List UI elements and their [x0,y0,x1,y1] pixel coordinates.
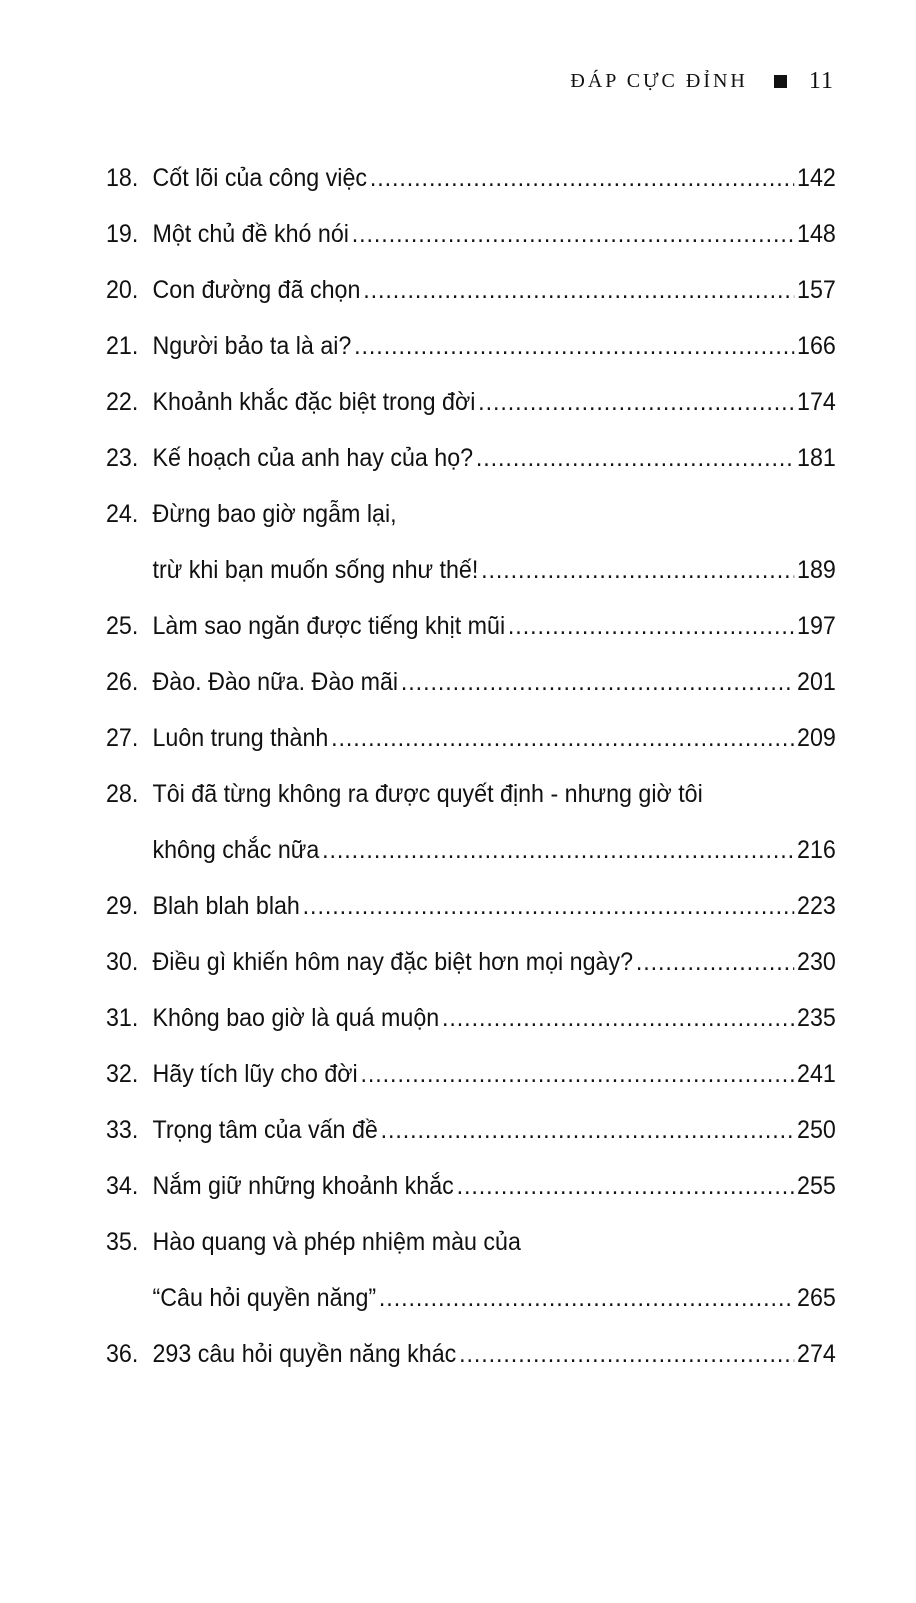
toc-entry-line [106,654,836,710]
dot-leader [508,598,794,654]
toc-entry-line [106,374,836,430]
toc-entry-line [106,1326,836,1382]
toc-entry-title: Làm sao ngăn được tiếng khịt mũi [152,612,506,640]
dot-leader [476,430,794,486]
toc-entry-page: 181 [797,444,836,472]
toc-entry-line [106,1158,836,1214]
toc-entry-title: Đừng bao giờ ngẫm lại, [152,500,397,528]
dot-leader [481,542,794,598]
toc-entry-line [106,1214,836,1270]
toc-entry-title: Không bao giờ là quá muộn [152,1004,440,1032]
dot-leader [303,878,795,934]
toc-entry [106,150,836,206]
toc-entry-number: 27. [106,724,139,752]
dot-leader [331,710,794,766]
toc-entry-line [106,598,836,654]
toc-entry [106,598,836,654]
toc-entry-number: 36. [106,1340,139,1368]
toc-entry-line [106,766,836,822]
toc-entry-page: 209 [797,724,836,752]
toc-entry [106,318,836,374]
toc-entry-title: Đào. Đào nữa. Đào mãi [152,668,399,696]
toc-entry-page: 255 [797,1172,836,1200]
toc-entry-title-continued: không chắc nữa [152,836,320,864]
toc-entry [106,710,836,766]
toc-entry-page: 142 [797,164,836,192]
toc-entry-line [106,1046,836,1102]
toc-entry [106,1158,836,1214]
toc-entry-number: 23. [106,444,139,472]
square-bullet-icon [774,75,787,88]
dot-leader [459,1326,794,1382]
toc-entry-page: 241 [797,1060,836,1088]
toc-entry-page: 250 [797,1116,836,1144]
toc-entry-line [106,150,836,206]
toc-entry-page: 201 [797,668,836,696]
toc-entry-number: 35. [106,1228,139,1256]
toc-entry-number: 22. [106,388,139,416]
toc-entry [106,878,836,934]
toc-entry-line [106,822,836,878]
running-header [570,68,834,95]
dot-leader [442,990,794,1046]
dot-leader [636,934,794,990]
toc-entry-page: 216 [797,836,836,864]
toc-entry-line [106,318,836,374]
table-of-contents [106,150,836,1382]
toc-entry-title: Con đường đã chọn [152,276,361,304]
toc-entry [106,1046,836,1102]
toc-entry-title: Kế hoạch của anh hay của họ? [152,444,474,472]
toc-entry-page: 189 [797,556,836,584]
toc-entry-number: 26. [106,668,139,696]
toc-entry-line [106,990,836,1046]
toc-entry-number: 33. [106,1116,139,1144]
toc-entry [106,990,836,1046]
toc-entry-line [106,486,836,542]
toc-entry [106,654,836,710]
dot-leader [361,1046,795,1102]
toc-entry-number: 31. [106,1004,139,1032]
toc-entry-line [106,934,836,990]
running-header-title: ĐÁP CỰC ĐỈNH [570,70,748,92]
toc-entry-number: 34. [106,1172,139,1200]
toc-entry-number: 19. [106,220,139,248]
toc-entry-number: 28. [106,780,139,808]
toc-entry-page: 235 [797,1004,836,1032]
toc-entry-line [106,1102,836,1158]
dot-leader [379,1270,794,1326]
toc-entry-number: 30. [106,948,139,976]
toc-entry-page: 197 [797,612,836,640]
toc-entry [106,934,836,990]
toc-entry-title-continued: “Câu hỏi quyền năng” [152,1284,377,1312]
toc-entry-line [106,710,836,766]
dot-leader [370,150,794,206]
dot-leader [352,206,794,262]
toc-entry-title: Luôn trung thành [152,724,329,752]
dot-leader [478,374,794,430]
toc-entry [106,766,836,878]
toc-entry-page: 174 [797,388,836,416]
toc-entry-number: 20. [106,276,139,304]
dot-leader [354,318,794,374]
dot-leader [322,822,794,878]
toc-entry-line [106,542,836,598]
toc-entry-title: Cốt lõi của công việc [152,164,368,192]
toc-entry-title: Người bảo ta là ai? [152,332,352,360]
toc-entry [106,262,836,318]
toc-entry [106,486,836,598]
toc-entry-title: Nắm giữ những khoảnh khắc [152,1172,454,1200]
toc-entry [106,1214,836,1326]
toc-entry-page: 166 [797,332,836,360]
toc-entry [106,374,836,430]
toc-entry-title: Khoảnh khắc đặc biệt trong đời [152,388,476,416]
page-number: 11 [808,68,834,94]
toc-entry-title: 293 câu hỏi quyền năng khác [152,1340,457,1368]
toc-entry-number: 32. [106,1060,139,1088]
toc-entry-number: 25. [106,612,139,640]
toc-entry-page: 148 [797,220,836,248]
toc-entry-title: Hào quang và phép nhiệm màu của [152,1228,521,1256]
dot-leader [401,654,794,710]
toc-entry [106,206,836,262]
toc-entry-title: Điều gì khiến hôm nay đặc biệt hơn mọi ngày? [152,948,634,976]
toc-entry-title: Một chủ đề khó nói [152,220,349,248]
toc-entry-title: Hãy tích lũy cho đời [152,1060,358,1088]
toc-entry-title: Tôi đã từng không ra được quyết định - nhưng giờ tôi [152,780,703,808]
toc-entry-page: 157 [797,276,836,304]
toc-entry-page: 265 [797,1284,836,1312]
dot-leader [457,1158,795,1214]
toc-entry-number: 24. [106,500,139,528]
toc-entry [106,1326,836,1382]
dot-leader [381,1102,795,1158]
toc-entry-title: Blah blah blah [152,892,300,920]
toc-entry-title-continued: trừ khi bạn muốn sống như thế! [152,556,479,584]
toc-entry-number: 29. [106,892,139,920]
toc-entry-line [106,430,836,486]
toc-entry-line [106,1270,836,1326]
toc-entry-number: 18. [106,164,139,192]
toc-entry [106,1102,836,1158]
toc-entry-number: 21. [106,332,139,360]
dot-leader [363,262,794,318]
toc-entry-line [106,878,836,934]
toc-entry-line [106,206,836,262]
toc-entry-title: Trọng tâm của vấn đề [152,1116,378,1144]
toc-entry-page: 223 [797,892,836,920]
toc-entry [106,430,836,486]
toc-entry-page: 274 [797,1340,836,1368]
toc-entry-page: 230 [797,948,836,976]
toc-entry-line [106,262,836,318]
